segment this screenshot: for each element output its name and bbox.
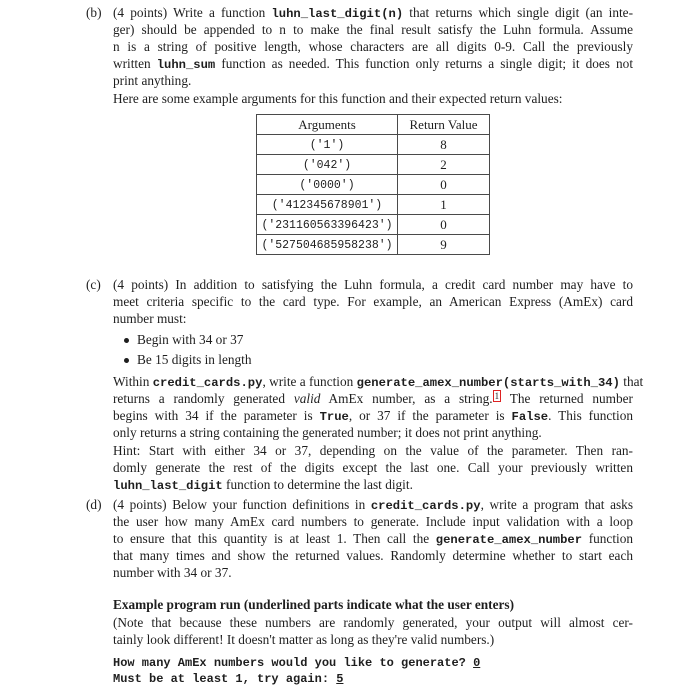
table-cell-argument: ('527504685958238') xyxy=(261,239,393,252)
bullet-dot xyxy=(124,338,129,343)
fn-luhn-last-digit-ref: luhn_last_digit xyxy=(113,479,223,493)
bullet-dot xyxy=(124,358,129,363)
table-cell-argument: ('0000') xyxy=(299,179,355,192)
part-b-line-4: written luhn_sum function as needed. This function only returns a single digit; it does not xyxy=(113,56,634,72)
header-return-value: Return Value xyxy=(398,115,490,135)
table-cell-return: 8 xyxy=(398,135,490,155)
part-b-line-6: Here are some example arguments for this function and their expected return values: xyxy=(113,91,563,106)
part-c-line-7: only returns a string containing the generated number; it does not print anything. xyxy=(113,425,542,440)
table-cell-return: 1 xyxy=(398,195,490,215)
part-c-line-2: meet criteria specific to the card type. For example, an American Express (AmEx) card xyxy=(113,294,633,309)
table-row xyxy=(257,135,490,155)
user-input-2: 5 xyxy=(336,672,344,686)
example-note-2: tainly look different! It doesn't matter as long as they're valid numbers.) xyxy=(113,632,495,647)
table-row xyxy=(257,175,490,195)
console-line-2: Must be at least 1, try again: 5 xyxy=(113,672,344,686)
part-c-label: (c) xyxy=(86,277,101,292)
table-header-row xyxy=(257,115,490,135)
part-c-line-4: Within credit_cards.py, write a function generate_amex_number(starts_with_34) that xyxy=(113,374,644,390)
fn-luhn-sum: luhn_sum xyxy=(156,58,216,72)
table-cell-return: 0 xyxy=(398,215,490,235)
fn-luhn-last-digit: luhn_last_digit(n) xyxy=(271,7,404,21)
part-b-line-5: print anything. xyxy=(113,73,192,88)
part-b-line-3: n is a string of positive length, whose characters are all digits 0-9. Call the previously xyxy=(113,39,633,54)
table-cell-argument: ('412345678901') xyxy=(271,199,383,212)
part-c-line-5: returns a randomly generated valid AmEx number, as a string. 1 The returned number xyxy=(113,391,633,406)
file-credit-cards: credit_cards.py xyxy=(152,376,263,390)
part-b-label: (b) xyxy=(86,5,102,20)
console-line-1: How many AmEx numbers would you like to generate? 0 xyxy=(113,656,481,670)
hint-line-2: domly generate the rest of the digits except the last one. Call your previously written xyxy=(113,460,633,475)
hint-line-3: luhn_last_digit function to determine the last digit. xyxy=(113,477,413,493)
header-arguments: Arguments xyxy=(257,115,398,135)
fn-generate-amex-number: generate_amex_number(starts_with_34) xyxy=(356,376,620,390)
examples-table xyxy=(256,114,490,255)
table-row xyxy=(257,235,490,255)
part-c-line-1: (4 points) In addition to satisfying the Luhn formula, a credit card number may have to xyxy=(113,277,633,292)
part-d-line-4: that many times and show the returned values. Randomly determine whether to start each xyxy=(113,548,633,563)
part-d-line-5: number with 34 or 37. xyxy=(113,565,232,580)
table-row xyxy=(257,215,490,235)
part-d-line-2: the user how many AmEx card numbers to generate. Include input validation with a loop xyxy=(113,514,633,529)
table-cell-argument: ('042') xyxy=(302,159,352,172)
part-b-line-1: (4 points) Write a function luhn_last_digit(n) that returns which single digit (an inte- xyxy=(113,5,634,21)
bullet-item-1: Begin with 34 or 37 xyxy=(137,332,244,347)
part-c-line-3: number must: xyxy=(113,311,187,326)
footnote-marker[interactable]: 1 xyxy=(494,391,500,401)
part-d-line-3: to ensure that this quantity is at least 1. Then call the generate_amex_number function xyxy=(113,531,633,547)
user-input-1: 0 xyxy=(473,656,481,670)
table-row xyxy=(257,195,490,215)
bullet-item-2: Be 15 digits in length xyxy=(137,352,252,367)
part-d-label: (d) xyxy=(86,497,102,512)
part-b-line-2: ger) should be appended to n to make the final result satisfy the Luhn formula. Assume xyxy=(113,22,633,37)
table-cell-argument: ('1') xyxy=(309,139,345,152)
example-note-1: (Note that because these numbers are randomly generated, your output will almost cer- xyxy=(113,615,633,630)
table-row xyxy=(257,155,490,175)
hint-line-1: Hint: Start with either 34 or 37, depending on the value of the parameter. Then ran- xyxy=(113,443,633,458)
part-d-line-1: (4 points) Below your function definitions in credit_cards.py, write a program that asks xyxy=(113,497,634,513)
example-heading: Example program run (underlined parts indicate what the user enters) xyxy=(113,597,514,612)
table-cell-return: 9 xyxy=(398,235,490,255)
part-c-line-6: begins with 34 if the parameter is True, or 37 if the parameter is False. This function xyxy=(113,408,633,424)
table-cell-return: 0 xyxy=(398,175,490,195)
table-cell-return: 2 xyxy=(398,155,490,175)
table-cell-argument: ('231160563396423') xyxy=(261,219,393,232)
